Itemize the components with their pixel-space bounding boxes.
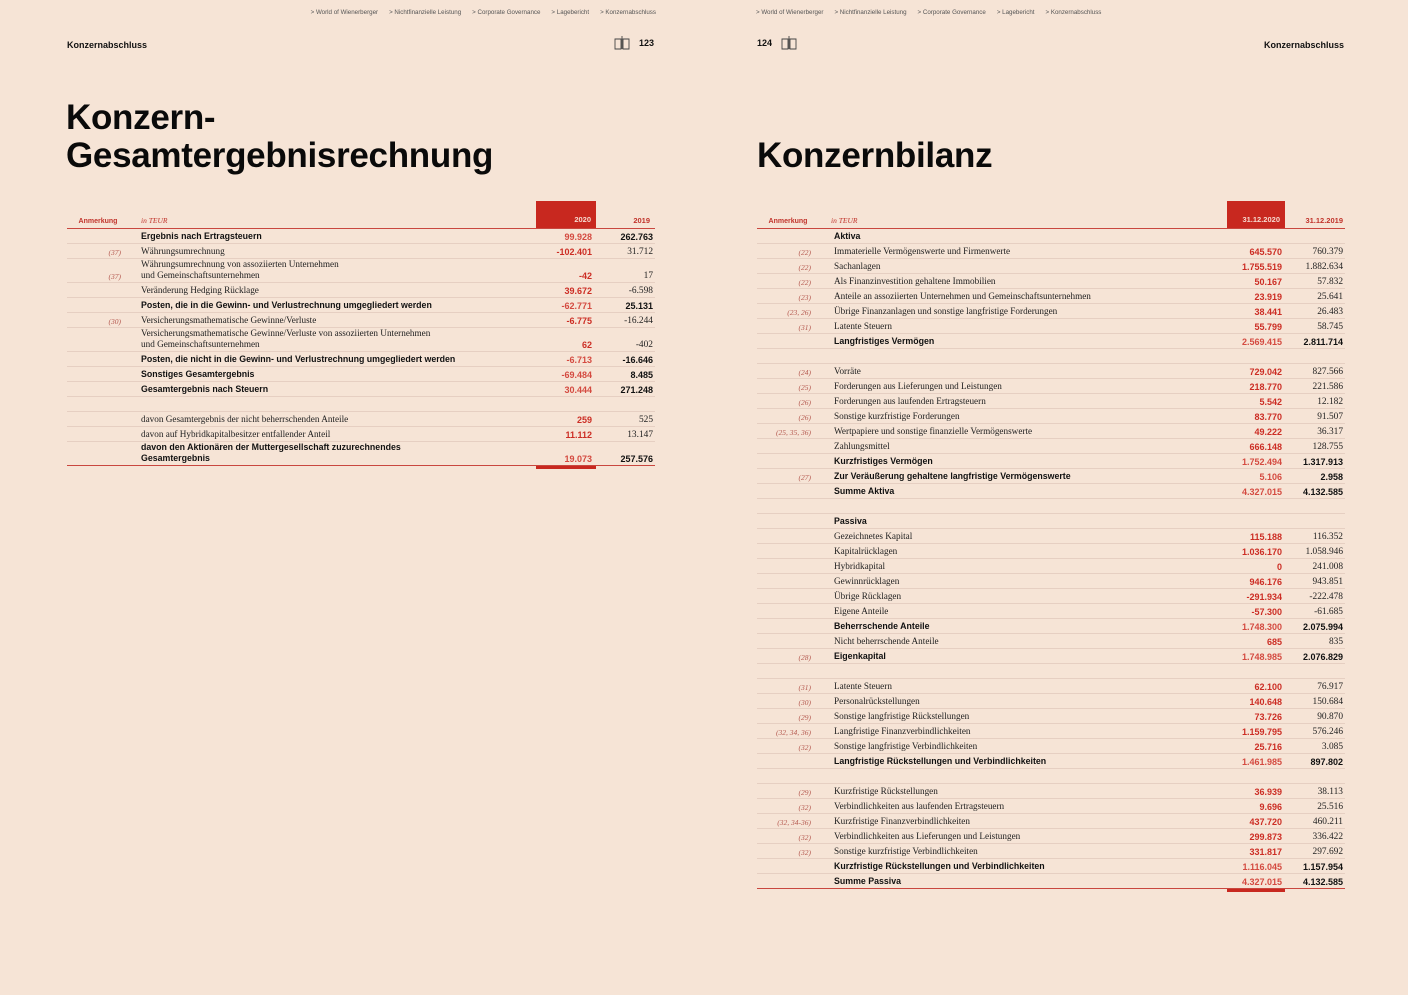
row-value-previous: 26.483	[1317, 307, 1343, 317]
row-note: (22)	[798, 278, 811, 287]
row-label: Immaterielle Vermögenswerte und Firmenwerte	[834, 246, 1011, 256]
row-value-previous: -16.244	[624, 316, 653, 326]
row-value-previous: -16.646	[622, 355, 653, 365]
table-row	[757, 379, 1345, 394]
table-row	[67, 229, 655, 244]
row-value-current: 1.755.519	[1241, 262, 1282, 272]
row-note: (32, 34-36)	[777, 818, 811, 827]
table-row	[757, 739, 1345, 754]
table-row	[757, 364, 1345, 379]
row-label: Kurzfristiges Vermögen	[834, 456, 933, 466]
breadcrumb-nav	[756, 9, 1101, 16]
row-label: Vorräte	[834, 366, 861, 376]
row-value-previous: 2.811.714	[1303, 337, 1343, 347]
row-value-current: 5.542	[1259, 397, 1282, 407]
row-label: Gewinnrücklagen	[834, 576, 900, 586]
book-icon[interactable]	[781, 36, 797, 50]
page-title-line2: Gesamtergebnisrechnung	[66, 136, 494, 175]
row-value-current: 259	[576, 415, 592, 425]
row-value-current: 437.720	[1249, 817, 1282, 827]
row-note: (27)	[798, 473, 811, 482]
row-value-current: 645.570	[1249, 247, 1282, 257]
row-label-line1: davon den Aktionären der Muttergesellschaft zuzurechnendes	[141, 442, 401, 452]
section-heading-passiva	[757, 514, 1345, 529]
nav-link-nichtfinanzielle-leistung[interactable]: > Nichtfinanzielle Leistung	[834, 9, 907, 16]
row-label-line1: Versicherungsmathematische Gewinne/Verluste von assoziierten Unternehmen	[141, 328, 431, 338]
page-title	[66, 99, 493, 175]
nav-link-lagebericht[interactable]: > Lagebericht	[996, 9, 1035, 16]
row-value-previous: 3.085	[1321, 742, 1343, 752]
row-value-previous: 262.763	[620, 232, 653, 242]
row-note: (29)	[798, 713, 811, 722]
row-value-previous: -61.685	[1314, 607, 1343, 617]
row-value-current: 38.441	[1254, 307, 1282, 317]
row-note: (32, 34, 36)	[776, 728, 811, 737]
row-label: Forderungen aus Lieferungen und Leistungen	[834, 381, 1002, 391]
table-row	[757, 289, 1345, 304]
row-value-previous: 36.317	[1317, 427, 1343, 437]
row-value-previous: 460.211	[1312, 817, 1343, 827]
row-note: (25)	[798, 383, 811, 392]
row-note: (26)	[798, 398, 811, 407]
header-note: Anmerkung	[78, 218, 118, 225]
row-value-previous: 17	[643, 271, 653, 281]
row-value-current: 55.799	[1254, 322, 1282, 332]
header-unit: in TEUR	[141, 216, 168, 225]
spacer-row	[757, 769, 1345, 784]
row-label: Langfristige Finanzverbindlichkeiten	[834, 726, 971, 736]
table-row	[757, 274, 1345, 289]
breadcrumb-nav	[311, 9, 656, 16]
table-row	[67, 244, 655, 259]
row-value-current: 19.073	[564, 454, 592, 464]
nav-link-corporate-governance[interactable]: > Corporate Governance	[472, 9, 541, 16]
subtotal-row	[757, 754, 1345, 769]
row-label: Kapitalrücklagen	[834, 546, 898, 556]
page-title: Konzernbilanz	[757, 136, 993, 175]
row-note: (30)	[108, 317, 121, 326]
row-value-previous: 336.422	[1312, 832, 1343, 842]
nav-link-world-of-wienerberger[interactable]: > World of Wienerberger	[310, 9, 379, 16]
row-label-line2: Gesamtergebnis	[141, 453, 210, 463]
row-label: Kurzfristige Finanzverbindlichkeiten	[834, 816, 970, 826]
row-note: (32)	[798, 848, 811, 857]
row-label: Summe Passiva	[834, 876, 901, 886]
row-value-previous: 38.113	[1317, 787, 1343, 797]
nav-link-nichtfinanzielle-leistung[interactable]: > Nichtfinanzielle Leistung	[389, 9, 462, 16]
row-label-line2: und Gemeinschaftsunternehmen	[141, 270, 260, 280]
row-label: Sonstige langfristige Verbindlichkeiten	[834, 741, 978, 751]
row-value-current: 685	[1266, 637, 1282, 647]
row-value-current: -57.300	[1251, 607, 1282, 617]
table-header	[757, 202, 1345, 229]
spacer-row	[757, 349, 1345, 364]
table-row	[757, 544, 1345, 559]
book-icon[interactable]	[614, 36, 630, 50]
row-note: (32)	[798, 833, 811, 842]
row-value-current: 1.159.795	[1241, 727, 1282, 737]
row-label: Sonstige kurzfristige Verbindlichkeiten	[834, 846, 978, 856]
row-label: Summe Aktiva	[834, 486, 895, 496]
row-value-previous: 2.076.829	[1302, 652, 1343, 662]
table-row	[757, 529, 1345, 544]
header-current-date: 31.12.2020	[1227, 201, 1285, 228]
row-label-line2: und Gemeinschaftsunternehmen	[141, 339, 260, 349]
row-value-previous: 827.566	[1312, 367, 1343, 377]
table-body	[757, 229, 1345, 889]
row-label: Beherrschende Anteile	[834, 621, 930, 631]
row-value-previous: 76.917	[1317, 682, 1343, 692]
row-value-previous: 241.008	[1312, 562, 1343, 572]
row-note: (37)	[108, 272, 121, 281]
row-label: Verbindlichkeiten aus laufenden Ertragsteuern	[834, 801, 1005, 811]
row-value-current: 1.748.985	[1241, 652, 1282, 662]
row-label: Personalrückstellungen	[834, 696, 920, 706]
table-row	[67, 427, 655, 442]
total-row-aktiva	[757, 484, 1345, 499]
balance-sheet-table	[757, 202, 1345, 889]
row-note: (32)	[798, 743, 811, 752]
table-row	[757, 829, 1345, 844]
row-value-current: 946.176	[1249, 577, 1282, 587]
row-value-previous: 31.712	[627, 247, 653, 257]
row-value-current: 25.716	[1254, 742, 1282, 752]
section-label: Konzernabschluss	[1263, 40, 1344, 50]
row-value-current: 2.569.415	[1241, 337, 1282, 347]
total-row-passiva	[757, 874, 1345, 889]
row-label: Posten, die nicht in die Gewinn- und Verlustrechnung umgegliedert werden	[141, 354, 456, 364]
row-label: Sachanlagen	[834, 261, 881, 271]
subtotal-row	[757, 859, 1345, 874]
current-year-end-bar	[536, 466, 596, 469]
row-value-previous: 128.755	[1312, 442, 1343, 452]
row-label: Gezeichnetes Kapital	[834, 531, 913, 541]
table-row	[67, 442, 655, 466]
row-value-current: 218.770	[1249, 382, 1282, 392]
table-row	[757, 679, 1345, 694]
row-label: Sonstiges Gesamtergebnis	[141, 369, 255, 379]
row-label	[125, 259, 531, 281]
row-label: Übrige Rücklagen	[834, 591, 902, 601]
table-row	[757, 304, 1345, 319]
row-note: (24)	[798, 368, 811, 377]
row-note: (23)	[798, 293, 811, 302]
row-value-current: 23.919	[1254, 292, 1282, 302]
nav-link-konzernabschluss[interactable]: > Konzernabschluss	[1045, 9, 1102, 16]
page-number-block	[757, 36, 797, 50]
row-value-current: 1.748.300	[1241, 622, 1282, 632]
row-value-current: 73.726	[1254, 712, 1282, 722]
subtotal-row	[757, 334, 1345, 349]
table-row	[67, 382, 655, 397]
nav-link-world-of-wienerberger[interactable]: > World of Wienerberger	[756, 9, 824, 16]
row-value-current: 0	[1276, 562, 1282, 572]
table-row	[67, 313, 655, 328]
row-label: Währungsumrechnung	[141, 246, 225, 256]
row-label: Übrige Finanzanlagen und sonstige langfristige Forderungen	[834, 306, 1058, 316]
row-value-current: 1.752.494	[1241, 457, 1282, 467]
row-label: davon auf Hybridkapitalbesitzer entfallender Anteil	[141, 429, 331, 439]
row-label: Zur Veräußerung gehaltene langfristige Vermögenswerte	[834, 471, 1071, 481]
header-unit: in TEUR	[831, 216, 858, 225]
nav-link-corporate-governance[interactable]: > Corporate Governance	[917, 9, 986, 16]
table-row	[757, 799, 1345, 814]
table-row	[757, 469, 1345, 484]
table-row	[757, 319, 1345, 334]
row-value-previous: 58.745	[1317, 322, 1343, 332]
row-value-previous: 8.485	[630, 370, 653, 380]
row-value-previous: 12.182	[1317, 397, 1343, 407]
row-note: (25, 35, 36)	[776, 428, 811, 437]
row-value-current: -6.775	[566, 316, 592, 326]
row-note: (26)	[798, 413, 811, 422]
row-value-current: -69.484	[561, 370, 592, 380]
row-label: davon Gesamtergebnis der nicht beherrschenden Anteile	[141, 414, 349, 424]
row-value-previous: 525	[638, 415, 653, 425]
section-heading-aktiva	[757, 229, 1345, 244]
row-value-previous: 1.157.954	[1302, 862, 1343, 872]
table-row	[757, 724, 1345, 739]
right-page	[704, 0, 1408, 995]
row-value-current: 140.648	[1249, 697, 1282, 707]
row-value-previous: 2.075.994	[1302, 622, 1343, 632]
row-value-previous: 116.352	[1312, 532, 1343, 542]
income-statement-table	[67, 202, 655, 466]
table-row	[757, 574, 1345, 589]
table-header	[67, 202, 655, 229]
row-value-current: 1.036.170	[1241, 547, 1282, 557]
spacer-row	[67, 397, 655, 412]
table-row	[757, 634, 1345, 649]
row-value-previous: 1.317.913	[1302, 457, 1343, 467]
page-number: 123	[638, 38, 654, 48]
row-value-current: 39.672	[564, 286, 592, 296]
row-value-current: 4.327.015	[1241, 487, 1282, 497]
row-value-previous: 897.802	[1310, 757, 1343, 767]
table-row	[757, 709, 1345, 724]
row-note: (28)	[798, 653, 811, 662]
row-label: Anteile an assoziierten Unternehmen und Gemeinschaftsunternehmen	[834, 291, 1091, 301]
table-row	[67, 283, 655, 298]
row-label	[125, 328, 531, 350]
table-row	[67, 328, 655, 352]
row-label: Versicherungsmathematische Gewinne/Verluste	[141, 315, 317, 325]
row-value-previous: 835	[1328, 637, 1343, 647]
row-value-previous: -6.598	[628, 286, 653, 296]
row-label: Nicht beherrschende Anteile	[834, 636, 939, 646]
current-date-end-bar	[1227, 889, 1285, 892]
row-label	[125, 442, 531, 464]
table-row	[67, 367, 655, 382]
row-value-current: 729.042	[1249, 367, 1282, 377]
row-value-previous: 25.516	[1317, 802, 1343, 812]
row-value-current: 99.928	[564, 232, 592, 242]
row-value-current: 666.148	[1249, 442, 1282, 452]
nav-link-konzernabschluss[interactable]: > Konzernabschluss	[600, 9, 656, 16]
row-label: Eigene Anteile	[834, 606, 889, 616]
row-label: Sonstige kurzfristige Forderungen	[834, 411, 960, 421]
row-value-current: 62.100	[1254, 682, 1282, 692]
header-previous-year: 2019	[633, 216, 650, 225]
row-label: Gesamtergebnis nach Steuern	[141, 384, 269, 394]
table-row	[757, 244, 1345, 259]
row-value-previous: 13.147	[627, 430, 653, 440]
table-row	[757, 694, 1345, 709]
row-value-previous: 4.132.585	[1302, 877, 1343, 887]
row-value-current: -6.713	[566, 355, 592, 365]
row-value-previous: 4.132.585	[1302, 487, 1343, 497]
row-label: Forderungen aus laufenden Ertragsteuern	[834, 396, 986, 406]
row-label: Langfristige Rückstellungen und Verbindlichkeiten	[834, 756, 1047, 766]
table-row	[757, 589, 1345, 604]
row-value-current: 115.188	[1249, 532, 1282, 542]
header-note: Anmerkung	[768, 218, 808, 225]
header-current-year: 2020	[536, 201, 596, 228]
row-value-previous: 150.684	[1312, 697, 1343, 707]
row-value-previous: 257.576	[620, 454, 653, 464]
table-row	[757, 259, 1345, 274]
row-label: Eigenkapital	[834, 651, 886, 661]
table-row	[757, 604, 1345, 619]
table-row	[67, 259, 655, 283]
page-number-block	[614, 36, 654, 50]
table-row	[757, 394, 1345, 409]
row-label: Kurzfristige Rückstellungen und Verbindlichkeiten	[834, 861, 1045, 871]
row-value-current: 4.327.015	[1241, 877, 1282, 887]
row-value-current: 49.222	[1254, 427, 1282, 437]
row-label: Passiva	[834, 516, 867, 526]
page-number: 124	[757, 38, 773, 48]
row-label: Kurzfristige Rückstellungen	[834, 786, 938, 796]
row-label: Wertpapiere und sonstige finanzielle Vermögenswerte	[834, 426, 1033, 436]
row-value-current: 50.167	[1254, 277, 1282, 287]
table-row	[67, 412, 655, 427]
row-label: Zahlungsmittel	[834, 441, 890, 451]
row-value-current: -62.771	[561, 301, 592, 311]
row-value-current: 1.461.985	[1241, 757, 1282, 767]
spacer-row	[757, 664, 1345, 679]
row-label: Sonstige langfristige Rückstellungen	[834, 711, 970, 721]
row-value-previous: 760.379	[1312, 247, 1343, 257]
row-value-previous: 1.882.634	[1305, 262, 1343, 272]
row-value-previous: 1.058.946	[1305, 547, 1343, 557]
row-label: Ergebnis nach Ertragsteuern	[141, 231, 262, 241]
table-row	[757, 844, 1345, 859]
row-value-previous: 297.692	[1312, 847, 1343, 857]
row-value-previous: 25.641	[1317, 292, 1343, 302]
table-row	[67, 298, 655, 313]
subtotal-row	[757, 454, 1345, 469]
row-value-current: -291.934	[1246, 592, 1282, 602]
header-previous-date: 31.12.2019	[1305, 216, 1343, 225]
page-title-line1: Konzern-	[66, 98, 216, 137]
row-value-current: -102.401	[556, 247, 592, 257]
row-value-previous: 271.248	[620, 385, 653, 395]
table-row	[757, 424, 1345, 439]
row-label: Langfristiges Vermögen	[834, 336, 935, 346]
row-value-previous: 221.586	[1312, 382, 1343, 392]
row-value-current: 299.873	[1249, 832, 1282, 842]
table-body	[67, 229, 655, 466]
row-value-previous: 943.851	[1312, 577, 1343, 587]
table-row	[67, 352, 655, 367]
row-label: Veränderung Hedging Rücklage	[141, 285, 259, 295]
row-label: Verbindlichkeiten aus Lieferungen und Leistungen	[834, 831, 1021, 841]
row-value-previous: -222.478	[1309, 592, 1343, 602]
row-note: (30)	[798, 698, 811, 707]
row-note: (23, 26)	[787, 308, 811, 317]
section-label: Konzernabschluss	[67, 40, 148, 50]
row-value-previous: 91.507	[1317, 412, 1343, 422]
table-row	[757, 814, 1345, 829]
subtotal-row	[757, 619, 1345, 634]
row-label: Als Finanzinvestition gehaltene Immobilien	[834, 276, 996, 286]
table-row	[757, 409, 1345, 424]
row-note: (31)	[798, 683, 811, 692]
row-note: (29)	[798, 788, 811, 797]
row-value-current: 331.817	[1249, 847, 1282, 857]
row-note: (22)	[798, 248, 811, 257]
row-value-current: 11.112	[565, 430, 592, 440]
row-label: Hybridkapital	[834, 561, 886, 571]
row-note: (22)	[798, 263, 811, 272]
row-value-current: 1.116.045	[1242, 862, 1282, 872]
row-label-line1: Währungsumrechnung von assoziierten Unternehmen	[141, 259, 339, 269]
row-note: (31)	[798, 323, 811, 332]
subtotal-row	[757, 649, 1345, 664]
row-value-current: 36.939	[1254, 787, 1282, 797]
row-note: (37)	[108, 248, 121, 257]
row-value-previous: 90.870	[1317, 712, 1343, 722]
row-value-current: 62	[581, 340, 592, 350]
row-value-current: 9.696	[1259, 802, 1282, 812]
table-row	[757, 784, 1345, 799]
row-value-previous: 2.958	[1320, 472, 1343, 482]
row-label: Latente Steuern	[834, 321, 892, 331]
row-value-previous: -402	[635, 340, 653, 350]
row-label: Aktiva	[834, 231, 861, 241]
table-row	[757, 439, 1345, 454]
row-value-current: 5.106	[1259, 472, 1282, 482]
row-note: (32)	[798, 803, 811, 812]
row-value-current: 83.770	[1254, 412, 1282, 422]
row-label: Latente Steuern	[834, 681, 892, 691]
row-value-previous: 576.246	[1312, 727, 1343, 737]
row-value-current: 30.444	[564, 385, 592, 395]
row-label: Posten, die in die Gewinn- und Verlustrechnung umgegliedert werden	[141, 300, 432, 310]
spacer-row	[757, 499, 1345, 514]
row-value-previous: 57.832	[1317, 277, 1343, 287]
row-value-current: -42	[578, 271, 592, 281]
row-value-previous: 25.131	[625, 301, 653, 311]
nav-link-lagebericht[interactable]: > Lagebericht	[551, 9, 590, 16]
table-row	[757, 559, 1345, 574]
